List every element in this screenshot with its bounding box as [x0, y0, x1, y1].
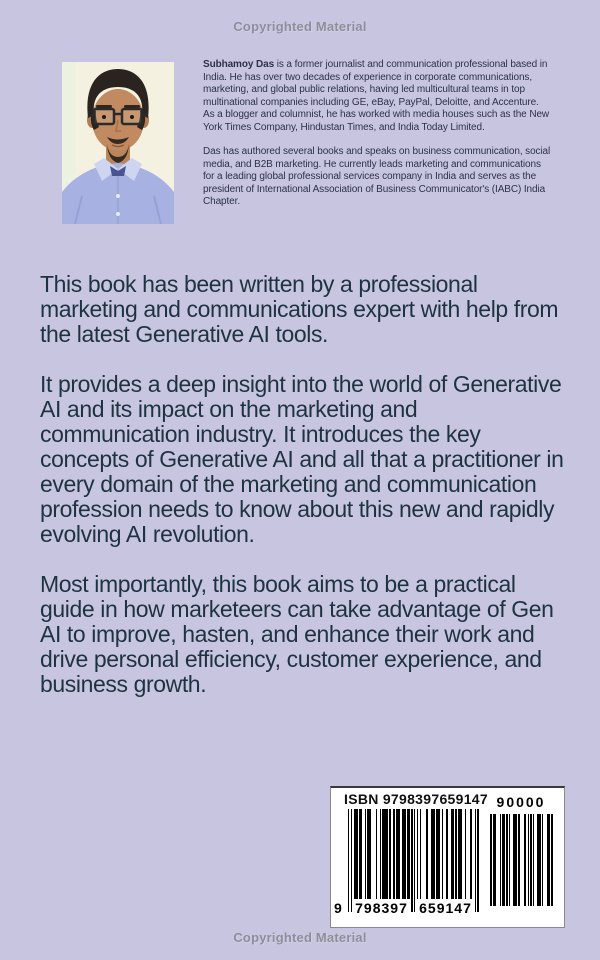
author-bio: [203, 59, 551, 221]
isbn-digits-group2: 659147: [419, 900, 472, 916]
copyright-notice-top: Copyrighted Material: [233, 19, 367, 34]
description-paragraph-3: Most importantly, this book aims to be a practical guide in how marketeers can take advantage of Gen AI to improve, hasten, and enhance their work and drive personal efficiency, customer experience, and business growth.: [40, 571, 554, 697]
ean13-barcode: [334, 809, 479, 919]
isbn-digits-group1: 798397: [355, 900, 408, 916]
author-portrait-illustration: [62, 62, 174, 224]
author-photo: [62, 62, 174, 224]
author-name: Subhamoy Das: [203, 59, 275, 70]
description-paragraph-1: This book has been written by a professional marketing and communications expert with help from the latest Generative AI tools.: [40, 271, 559, 347]
author-bio-paragraph-2: Das has authored several books and speaks on business communication, social media, and B2B marketing. He currently leads marketing and communications for a leading global professional services company in India and serves as the president of International Association of Business Communicator's (IABC) India Chapter.: [203, 146, 551, 207]
author-bio-paragraph-1: [203, 59, 551, 134]
author-bio-text: is a former journalist and communication professional based in India. He has over two decades of experience in corporate communications, marketing, and global public relations, having led multicultural teams in top multinational companies including GE, eBay, PayPal, Deloitte, and Accenture. As a blogger and columnist, he has worked with media houses such as the New York Times Company, Hindustan Times, and India Today Limited.: [203, 59, 550, 133]
isbn-digit-lead: 9: [334, 900, 342, 916]
ean5-bars: [489, 814, 553, 906]
book-description: [40, 272, 568, 722]
isbn-label: ISBN 9798397659147: [344, 791, 488, 807]
barcode-panel: [330, 786, 565, 928]
description-paragraph-2: It provides a deep insight into the world of Generative AI and its impact on the marketing and communication industry. It introduces the key concepts of Generative AI and all that a practitioner in every domain of the marketing and communication profession needs to know about this new and rapidly evolving AI revolution.: [40, 371, 564, 547]
copyright-notice-bottom: Copyrighted Material: [233, 930, 367, 945]
supplement-digits: 90000: [496, 794, 546, 810]
ean13-bars: [348, 809, 479, 912]
ean5-supplement-barcode: [489, 794, 553, 906]
